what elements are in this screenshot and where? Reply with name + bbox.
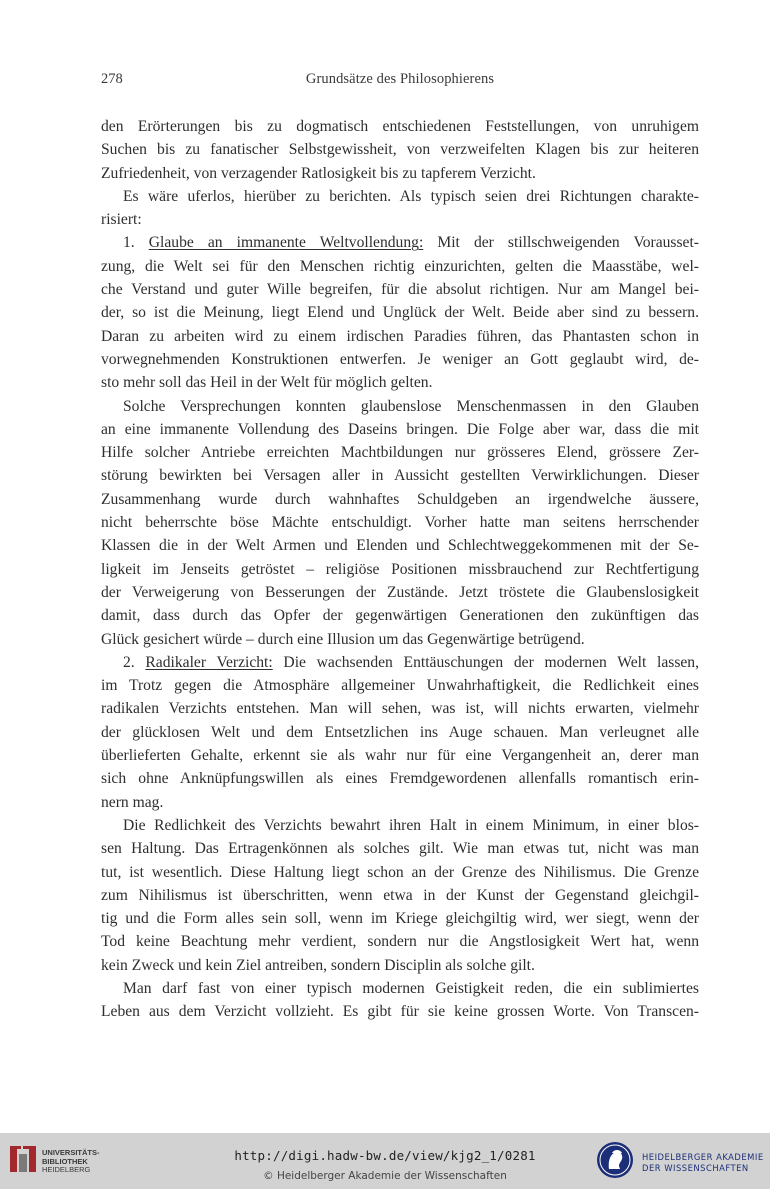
text-line: tut, ist wesentlich. Diese Haltung liegt schon an der Grenze des Nihilismus. Die Grenze [101,863,699,881]
hadw-line-1: HEIDELBERGER AKADEMIE [642,1152,764,1162]
text-line: risiert: [101,211,142,229]
text-line: der, so ist die Meinung, liegt Elend und Unglück der Welt. Beide aber sind zu bessern. [101,304,699,322]
text-line: Hilfe solcher Antriebe erreichten Machtbildungen nur grösseres Elend, grössere Zer- [101,444,699,462]
text-line: che Verstand und guter Wille begreifen, für die absolut richtigen. Nur am Mangel bei- [101,281,699,299]
permalink-url[interactable]: http://digi.hadw-bw.de/view/kjg2_1/0281 [234,1148,536,1163]
text-line: Daran zu arbeiten wird zu einem irdischen Paradies führen, das Phantasten schon in [101,327,699,345]
text-line: zum Nihilismus ist überschritten, wenn etwa in der Kunst der Gegenstand gleichgil- [101,886,699,904]
list-number: 2. [123,653,146,671]
hadw-line-2: DER WISSENSCHAFTEN [642,1162,749,1173]
text-line: Zusammenhang wurde durch wahnhaftes Schuldgeben an irgendwelche äussere, [101,490,699,508]
text-line: im Trotz gegen die Atmosphäre allgemeiner Unwahrhaftigkeit, die Redlichkeit eines [101,677,699,695]
text-line: kein Zweck und kein Ziel antreiben, sondern Disciplin als solche gilt. [101,956,535,974]
athena-seal-icon [596,1141,634,1179]
text-line: sen Haltung. Das Ertragenkönnen als solches gilt. Wie man etwas tut, nicht was man [101,840,699,858]
hadw-wordmark [642,1152,764,1173]
section-heading-1: Glaube an immanente Weltvollendung: [148,234,424,252]
running-head: Grundsätze des Philosophierens [305,71,495,87]
text-line: tig und die Form alles sein soll, wenn im Kriege gleichgiltig wird, wer siegt, wenn der [101,910,699,928]
text-line: Man darf fast von einer typisch modernen Geistigkeit reden, die ein sublimiertes [123,979,699,997]
text-line: der Verweigerung von Besserungen der Zustände. Jetzt tröstete die Glaubenslosigkeit [101,583,699,601]
line-rest: Mit der stillschweigenden Vorausset- [423,234,699,252]
text-line: nern mag. [101,793,164,811]
text-line: Glück gesichert würde – durch eine Illusion um das Gegenwärtige betrügend. [101,630,585,648]
text-line: Solche Versprechungen konnten glaubenslose Menschenmassen in den Glauben [123,397,699,415]
text-line: Die Redlichkeit des Verzichts bewahrt ihren Halt in einem Minimum, in einer blos- [123,816,699,834]
footer-bar [0,1133,770,1189]
text-line: Leben aus dem Verzicht vollzieht. Es gibt für sie keine grossen Worte. Von Transcen- [101,1003,699,1021]
text-line: radikalen Verzichts entstehen. Man will sehen, was ist, will nichts erwarten, vielmehr [101,700,699,718]
text-line-heading-2 [101,651,699,674]
ub-line-3: HEIDELBERG [42,1165,91,1174]
text-line: Zufriedenheit, von verzagender Ratlosigkeit bis zu tapferem Verzicht. [101,164,536,182]
list-number: 1. [123,234,149,252]
line-rest: Die wachsenden Enttäuschungen der modernen Welt lassen, [272,653,699,671]
text-line: an eine immanente Vollendung des Daseins bringen. Die Folge aber war, dass die mit [101,420,699,438]
ub-line-1: UNIVERSITÄTS- [42,1148,100,1157]
body-text [101,115,699,1024]
ub-line-2: BIBLIOTHEK [42,1156,88,1166]
page-header [101,71,699,91]
text-line-heading-1 [101,231,699,254]
text-line: damit, dass durch das Opfer der gegenwärtigen Generationen den zukünftigen das [101,607,699,625]
copyright-notice: © Heidelberger Akademie der Wissenschaften [263,1170,507,1182]
text-line: Tod keine Beachtung mehr verdient, sondern nur die Angstlosigkeit Wert hat, wenn [101,933,699,951]
text-line: Suchen bis zu fanatischer Selbstgewissheit, von verzweifelten Klagen bis zur heiteren [101,141,699,159]
text-line: zung, die Welt sei für den Menschen richtig einzurichten, gelten die Maasstäbe, wel- [101,257,699,275]
text-line: Klassen die in der Welt Armen und Elenden und Schlechtweggekommenen mit der Se- [101,537,699,555]
text-line: überlieferten Gehalte, erkennt sie als wahr nur für eine Vergangenheit an, derer man [101,747,699,765]
text-line: nicht beherrschte böse Mächte entschuldigt. Vorher hatte man seitens herrschender [101,514,699,532]
text-line: der glücklosen Welt und dem Entsetzlichen ins Auge schauen. Man verleugnet alle [101,723,699,741]
text-line: sich ohne Anknüpfungswillen als eines Fremdgewordenen allenfalls romantisch erin- [101,770,699,788]
text-line: den Erörterungen bis zu dogmatisch entschiedenen Feststellungen, von unruhigem [101,118,699,135]
text-line: vorwegnehmenden Konstruktionen entwerfen. Je weniger an Gott geglaubt wird, de- [101,350,699,368]
hadw-logo[interactable] [596,1141,766,1181]
page-number: 278 [101,71,123,87]
text-line: störung bewirkten bei Versagen aller in Aussicht gestellten Verwirklichungen. Dieser [101,467,699,485]
text-line: sto mehr soll das Heil in der Welt für möglich gelten. [101,374,433,392]
section-heading-2: Radikaler Verzicht: [145,653,273,671]
text-line: Es wäre uferlos, hierüber zu berichten. Als typisch seien drei Richtungen charakte- [123,187,699,205]
text-line: ligkeit im Jenseits getröstet – religiöse Positionen missbrauchend zur Rechtfertigung [101,560,699,578]
